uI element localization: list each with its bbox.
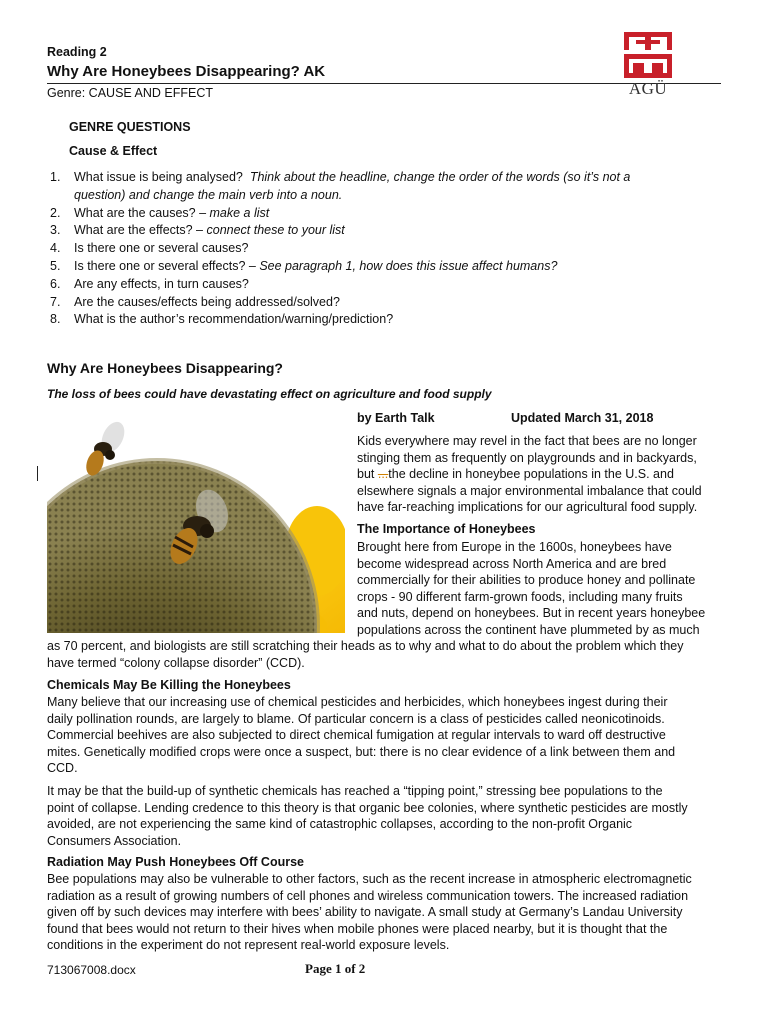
text-line: CCD. (47, 761, 78, 775)
text-line: have termed “colony collapse disorder” (CCD). (47, 655, 305, 670)
agu-logo-icon (624, 32, 672, 78)
question-text: Is there one or several effects? – (74, 258, 256, 273)
footer-filename: 713067008.docx (47, 963, 136, 977)
list-item (47, 276, 727, 294)
agu-logo (624, 32, 672, 98)
list-number: 3. (50, 223, 61, 238)
question-text: Are the causes/effects being addressed/solved? (74, 294, 340, 309)
intro-paragraph (357, 433, 727, 516)
list-item (47, 311, 727, 329)
byline: by Earth Talk (357, 411, 435, 425)
question-text: What issue is being analysed? (74, 170, 243, 184)
importance-paragraph-continued (47, 638, 737, 671)
tipping-point-paragraph (47, 783, 737, 849)
question-hint: connect these to your list (206, 223, 345, 238)
text-line: given off by such devices may interfere with bees’ ability to navigate. A small study at Germany’s Landau University (47, 905, 683, 919)
text-line: have far-reaching implications for our agricultural food supply. (357, 500, 698, 514)
text-line: found that bees would not return to their hives when mobile phones were placed nearby, but it is thought that the (47, 921, 668, 936)
section-heading-radiation: Radiation May Push Honeybees Off Course (47, 855, 304, 869)
text-line: commercially for their abilities to produce honey and pollinate (357, 573, 696, 587)
text-line (357, 466, 727, 483)
updated-date: Updated March 31, 2018 (511, 411, 654, 425)
text-line: crops - 90 different farm-grown foods, including many fruits (357, 589, 683, 604)
text-line: Consumers Association. (47, 833, 182, 848)
document-title: Why Are Honeybees Disappearing? AK (47, 63, 326, 80)
list-number: 1. (50, 170, 61, 184)
question-hint: make a list (209, 205, 270, 220)
list-item (47, 169, 727, 205)
reading-label: Reading 2 (47, 45, 107, 59)
list-item (47, 258, 727, 276)
question-hint: See paragraph 1, how does this issue affect humans? (259, 258, 558, 273)
list-number: 8. (50, 312, 61, 327)
text-line: as 70 percent, and biologists are still scratching their heads as to why and what to do about the problem which they (47, 639, 684, 653)
question-text: Is there one or several causes? (74, 241, 249, 256)
list-item (47, 205, 727, 223)
text-line: Commercial beehives are also subjected to direct chemical fumigation at regular intervals to ward off destructive (47, 728, 666, 742)
question-text: What are the effects? – (74, 223, 204, 238)
text-line: elsewhere signals a major environmental imbalance that could (357, 483, 702, 498)
tracked-change-mark: ... (377, 467, 389, 481)
text-line: populations across the continent have plummeted by as much (357, 622, 700, 637)
list-item (47, 240, 727, 258)
text-line: daily pollination rounds, are largely to blame. Of particular concern is a class of pesticides called neonicotinoids. (47, 711, 665, 726)
cause-effect-heading: Cause & Effect (69, 144, 158, 158)
section-heading-chemicals: Chemicals May Be Killing the Honeybees (47, 678, 291, 692)
genre-label: Genre: CAUSE AND EFFECT (47, 86, 214, 100)
text-line: become widespread across North America and are bred (357, 556, 667, 571)
chemicals-paragraph (47, 694, 737, 777)
question-list (47, 169, 727, 329)
text-line: point of collapse. Lending credence to this theory is that organic bee colonies, where synthetic pesticides are mostly (47, 800, 688, 815)
list-number: 2. (50, 205, 61, 220)
list-item (47, 294, 727, 312)
footer-page-number: Page 1 of 2 (305, 961, 366, 976)
list-number: 6. (50, 276, 61, 291)
bee-on-sunflower-image (47, 411, 345, 633)
question-text: What is the author’s recommendation/warning/prediction? (74, 312, 394, 327)
text-line: stinging them as frequently on playgrounds and in backyards, (357, 450, 697, 465)
text-line: Many believe that our increasing use of chemical pesticides and herbicides, which honeybees ingest during their (47, 695, 668, 709)
text-line: Kids everywhere may revel in the fact that bees are no longer (357, 434, 697, 448)
question-hint: question) and change the main verb into a noun. (74, 187, 343, 202)
question-text: What are the causes? – (74, 205, 207, 220)
text-line: Brought here from Europe in the 1600s, honeybees have (357, 540, 672, 554)
question-hint: Think about the headline, change the order of the words (so it’s not a (249, 170, 631, 184)
text-line: and nuts, depend on honeybees. But in recent years honeybee (357, 606, 706, 620)
list-number: 7. (50, 294, 61, 309)
list-number: 4. (50, 241, 61, 256)
text-line: radiation as a result of growing numbers of cell phones and wireless communication towers. The increased radiation (47, 888, 689, 903)
list-item (47, 222, 727, 240)
question-text: Are any effects, in turn causes? (74, 276, 249, 291)
text-fragment: the decline in honeybee populations in the U.S. and (388, 467, 674, 481)
text-cursor (37, 466, 38, 481)
article-subtitle: The loss of bees could have devastating effect on agriculture and food supply (47, 387, 492, 401)
radiation-paragraph (47, 871, 737, 954)
article-title: Why Are Honeybees Disappearing? (47, 360, 283, 376)
header-divider (47, 83, 721, 84)
genre-questions-heading: GENRE QUESTIONS (69, 120, 191, 134)
importance-paragraph (357, 539, 727, 638)
text-line: Bee populations may also be vulnerable to other factors, such as the recent increase in atmospheric electromagnetic (47, 872, 692, 886)
text-fragment: but (357, 467, 378, 481)
text-line: mites. Genetically modified crops were once a suspect, but: there is no clear evidence of a link between them and (47, 744, 676, 759)
section-heading-importance: The Importance of Honeybees (357, 522, 536, 536)
text-line: conditions in the experiment do not represent real-world exposure levels. (47, 938, 450, 952)
agu-logo-text: AGÜ (628, 79, 668, 98)
text-line: It may be that the build-up of synthetic chemicals has reached a “tipping point,” stressing bee populations to the (47, 784, 663, 798)
list-number: 5. (50, 258, 61, 273)
honeybee-sunflower-photo (47, 411, 345, 633)
text-line: avoided, are not experiencing the same kind of catastrophic collapses, according to the non-profit Organic (47, 817, 633, 831)
